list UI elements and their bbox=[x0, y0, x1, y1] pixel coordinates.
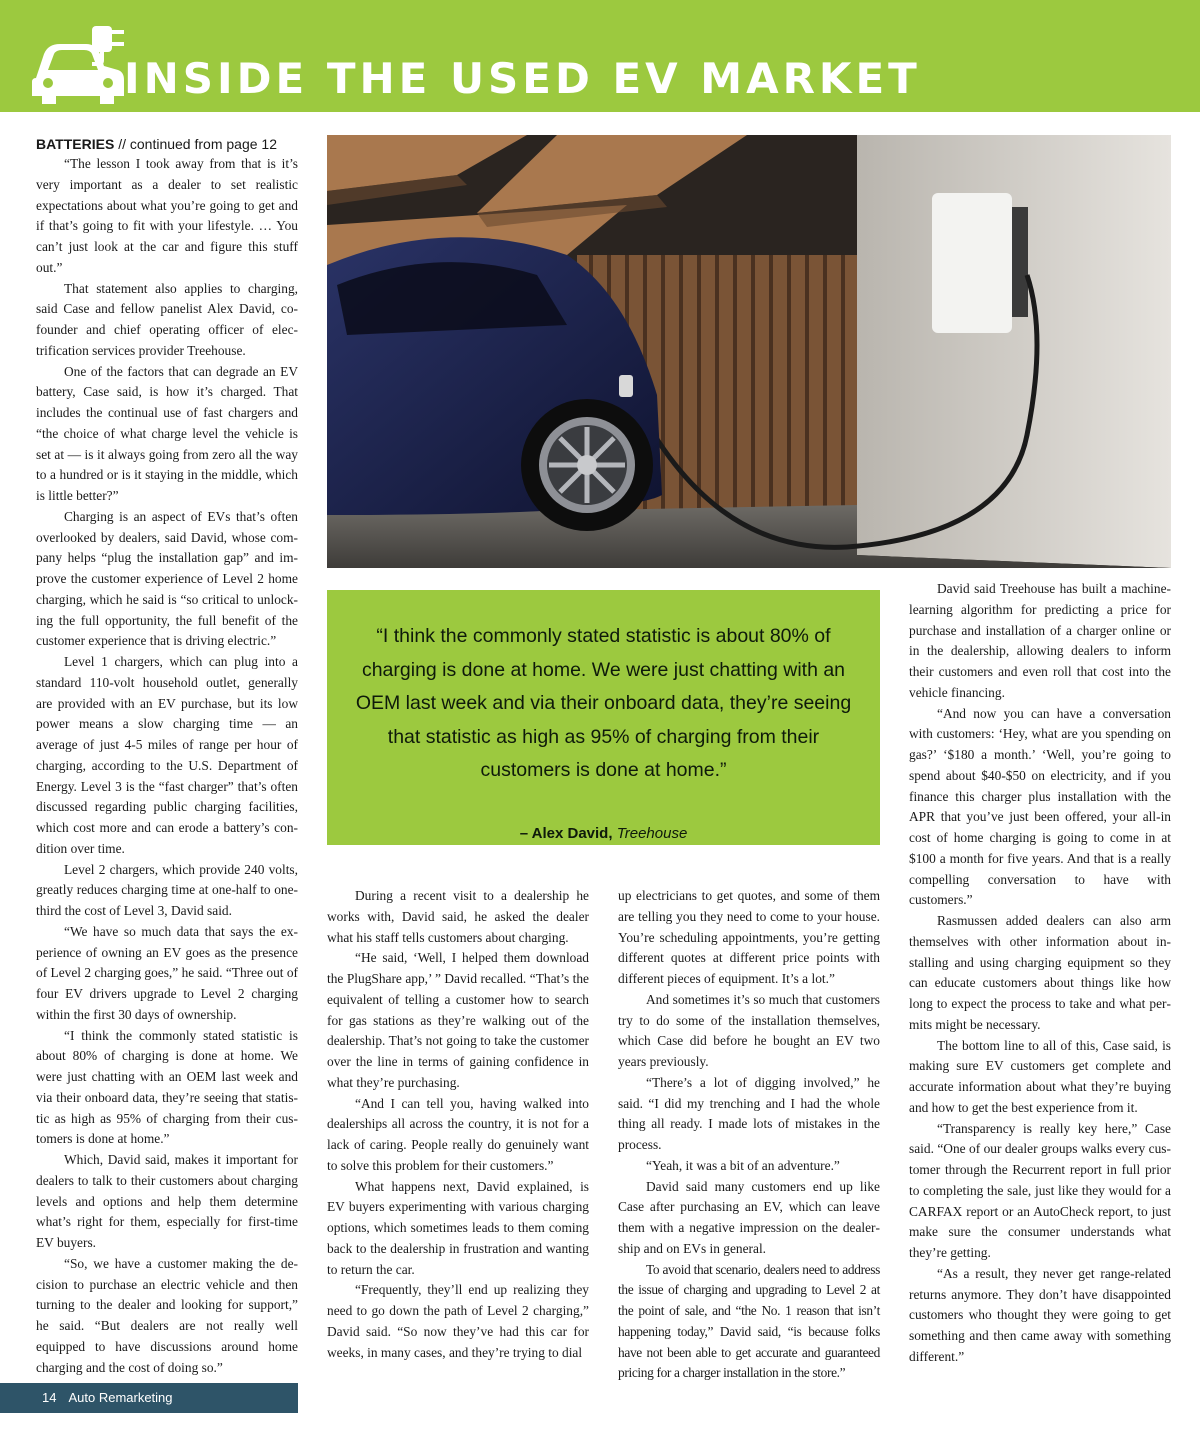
paragraph: One of the factors that can degrade an EV battery, Case said, is how it’s charged. That includes the continual use of fast chargers and “the choice of what charge level the vehicle is set at — is it always going from zero all the way to a hundred or is it staying in the middle, which is little better?” bbox=[36, 363, 298, 503]
section-kicker bbox=[36, 134, 298, 154]
paragraph: “Yeah, it was a bit of an adventure.” bbox=[646, 1157, 840, 1173]
paragraph: “And I can tell you, having walked into dealerships all across the country, it is not for a lack of caring. People really do genuinely want to solve this problem for their customers.” bbox=[327, 1095, 589, 1173]
page-number: 14 bbox=[42, 1390, 57, 1405]
paragraph: “The lesson I took away from that is it’s very important as a dealer to set realistic expectations about what you’re going to get and if that’s going to fit with your lifestyle. … You can’t just look at the car and figure this stuff out.” bbox=[36, 156, 298, 275]
page-title: INSIDE THE USED EV MARKET bbox=[124, 54, 921, 103]
page-footer bbox=[0, 1383, 298, 1413]
paragraph: Which, David said, makes it important for dealers to talk to their customers about charging levels and options and help them determine what’s right for them, especially for first-time EV buyers. bbox=[36, 1152, 298, 1250]
paragraph: “And now you can have a conversation with customers: ‘Hey, what are you spending on gas?’ ‘$180 a month.’ ‘Well, you’re going to spend about $40-$50 on electricity, and if you finance this charger plus installation with the APR that you’ve just been offered, your all-in cost of home charging is going to come in at $100 a month for five years. And that is a really compelling conversation to have with customers.” bbox=[909, 705, 1171, 908]
paragraph: “As a result, they never get range-related returns anymore. They don’t have disappointed customers who thought they were going to get something and then came away with something different.” bbox=[909, 1265, 1171, 1364]
pull-quote-box bbox=[327, 590, 880, 845]
article-column-3 bbox=[618, 886, 880, 1384]
paragraph: Level 1 chargers, which can plug into a standard 110-volt household outlet, generally are provided with an EV purchase, but its low power means a slow charging time — an average of just 4-5 miles of range per hour of charging, according to the U.S. Department of Energy. Level 3 is the “fast charger” that’s often discussed regarding public charging facilities, which cost more and can erode a battery’s condition over time. bbox=[36, 654, 298, 856]
paragraph: “He said, ‘Well, I helped them download the PlugShare app,’ ” David recalled. “That’s the equivalent of telling a customer how to search for gas stations as they’re walking out of the dealership. That’s not going to take the customer over the line in terms of gaining confidence in what they’re purchasing. bbox=[327, 950, 589, 1090]
ev-charging-car-icon bbox=[30, 20, 126, 112]
paragraph: “Transparency is really key here,” Case said. “One of our dealer groups walks every customer through the Recurrent report in full prior to completing the sale, just like they would for a CARFAX report or an AutoCheck report, to just make sure the consumer understands what they’re getting. bbox=[909, 1120, 1171, 1260]
article-column-4 bbox=[909, 579, 1171, 1368]
paragraph: David said Treehouse has built a machine-learning algorithm for predicting a price for purchase and installation of a charger online or in the dealership, allowing dealers to inform their customers and even roll that cost into the vehicle financing. bbox=[909, 581, 1171, 700]
paragraph: “So, we have a customer making the decision to purchase an electric vehicle and then turning to the dealer and looking for support,” he said. “But dealers are not really well equipped to have discussions around home charging and the cost of doing so.” bbox=[36, 1255, 298, 1375]
paragraph: David said many customers end up like Case after purchasing an EV, which can leave them with a negative impression on the dealership and on EVs in general. bbox=[618, 1178, 880, 1256]
paragraph: That statement also applies to charging, said Case and fellow panelist Alex David, co-founder and chief operating officer of electrification services provider Treehouse. bbox=[36, 280, 298, 358]
article-column-2 bbox=[327, 886, 589, 1363]
paragraph: During a recent visit to a dealership he works with, David said, he asked the dealer what his staff tells customers about charging. bbox=[327, 888, 589, 945]
publication-name: Auto Remarketing bbox=[68, 1390, 173, 1405]
paragraph: “We have so much data that says the experience of owning an EV goes as the presence of Level 2 charging goes,” he said. “Three out of four EV drivers upgrade to Level 2 charging within the first 30 days of ownership. bbox=[36, 923, 298, 1022]
paragraph: “I think the commonly stated statistic is about 80% of charging is done at home. We were just chatting with an OEM last week and via their onboard data, they’re seeing that statistic as high as 95% of charging from their customers is done at home.” bbox=[36, 1027, 298, 1147]
paragraph: Rasmussen added dealers can also arm themselves with other information about installing and using charging equipment so they can educate customers about things like how long to expect the process to take and what permits might be necessary. bbox=[909, 913, 1171, 1032]
pull-quote-attribution bbox=[353, 824, 854, 844]
photo-illustration bbox=[327, 135, 1171, 568]
paragraph: “Frequently, they’ll end up realizing they need to go down the path of Level 2 charging,” David said. “So now they’ve had this car for weeks, in many cases, and they’re trying to dial bbox=[327, 1282, 589, 1360]
attribution-name: – Alex David, bbox=[519, 824, 613, 842]
ev-charging-photo bbox=[327, 135, 1171, 568]
paragraph: The bottom line to all of this, Case said, is making sure EV customers get complete and accurate information about what they’re buying and how to get the best experience from it. bbox=[909, 1037, 1171, 1115]
paragraph: What happens next, David explained, is EV buyers experimenting with various charging options, which sometimes leads to them coming back to the dealership in frustration and wanting to return the car. bbox=[327, 1178, 589, 1277]
paragraph: To avoid that scenario, dealers need to address the issue of charging and upgrading to Level 2 at the point of sale, and “the No. 1 reason that isn’t happening today,” David said, “is because folks have not been able to get accurate and guaranteed pricing for a charger installation in the store.” bbox=[618, 1261, 880, 1381]
paragraph: “There’s a lot of digging involved,” he said. “I did my trenching and I had the whole thing all ready. I made lots of mistakes in the process. bbox=[618, 1074, 880, 1152]
paragraph: And sometimes it’s so much that customers try to do some of the installation themselves, which Case did before he bought an EV two years previously. bbox=[618, 991, 880, 1069]
paragraph: Charging is an aspect of EVs that’s often overlooked by dealers, said David, whose company helps “plug the installation gap” and improve the customer experience of Level 2 home charging, which he said is “so critical to unlocking the full opportunity, the full benefit of the customer experience that is driving electric.” bbox=[36, 508, 298, 649]
section-label: BATTERIES bbox=[36, 136, 115, 152]
continued-note: // continued from page 12 bbox=[114, 136, 277, 152]
pull-quote-text: “I think the commonly stated statistic is about 80% of charging is done at home. We were just chatting with an OEM last week and via their onboard data, they’re seeing that statistic as high as 95% of charging from their customers is done at home.” bbox=[355, 625, 852, 781]
attribution-org: Treehouse bbox=[616, 824, 688, 842]
article-column-1 bbox=[36, 134, 298, 1378]
paragraph: up electricians to get quotes, and some of them are telling you they need to come to your house. You’re scheduling appointments, you’re getting different quotes at different price points with different pieces of equipment. It’s a lot.” bbox=[618, 888, 880, 986]
paragraph: Level 2 chargers, which provide 240 volts, greatly reduces charging time at one-half to one-third the cost of Level 3, David said. bbox=[36, 861, 298, 918]
header-banner bbox=[0, 0, 1200, 112]
